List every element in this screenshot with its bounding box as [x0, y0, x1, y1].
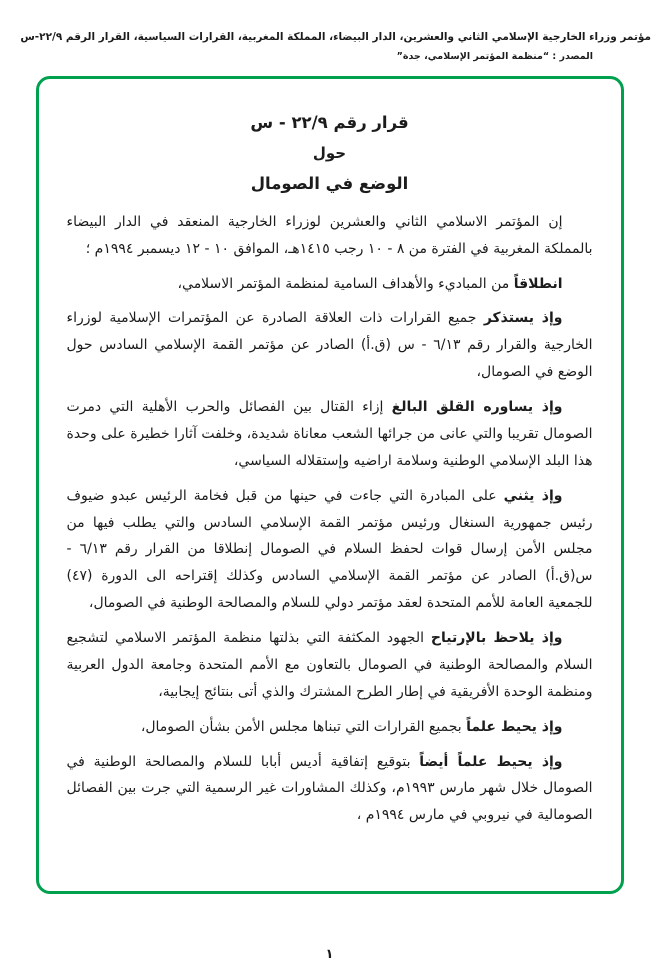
- paragraph-text: على المبادرة التي جاءت في حينها من قبل فخامة الرئيس عبدو ضيوف رئيس جمهورية السنغال ورئيس مؤتمر القمة الإسلامي السادس والتي يطلب فيها من مجلس الأمن إرسال قوات لحفظ السلام في الصومال إنطلاقا من القرار رقم ٦/١٣ - س(ق.أ) الصادر عن مؤتمر القمة الإسلامي السادس وكذلك إقتراحه الى الدورة (٤٧) للجمعية العامة للأمم المتحدة لعقد مؤتمر دولي للسلام والمصالحة الوطنية في الصومال،: [66, 487, 593, 612]
- paragraph-clause: [67, 305, 593, 386]
- resolution-subject-line: الوضع في الصومال: [250, 173, 409, 193]
- paragraph-lead: وإذ يثني: [503, 487, 563, 504]
- paragraph-text: بتوقيع إتفاقية أديس أبابا للسلام والمصالحة الوطنية في الصومال خلال شهر مارس ١٩٩٣م، وكذلك المشاورات غير الرسمية التي جرت بين الفصائل الصومالية في نيروبي في مارس ١٩٩٤م ،: [66, 753, 593, 824]
- paragraph-clause: [67, 394, 593, 475]
- paragraph-lead: وإذ يستذكر: [483, 310, 563, 327]
- paragraph-text: جميع القرارات ذات العلاقة الصادرة عن المؤتمرات الإسلامية لوزراء الخارجية والقرار رقم ٦/١٣ - س (ق.أ) الصادر عن مؤتمر القمة الإسلامي السادس حول الوضع في الصومال،: [66, 310, 593, 381]
- page-number: ١: [325, 947, 334, 962]
- paragraph-clause: [67, 483, 593, 617]
- paragraph-lead: انطلاقاً: [513, 275, 563, 292]
- paragraph-text: الجهود المكثفة التي بذلتها منظمة المؤتمر الاسلامي لتشجيع السلام والمصالحة الوطنية في الصومال بالتعاون مع الأمم المتحدة وجامعة الدول العربية ومنظمة الوحدة الأفريقية في إطار الطرح المشترك والذي أتى بنتائج إيجابية،: [66, 630, 593, 700]
- page-footer: [0, 947, 659, 962]
- resolution-number-line: قرار رقم ٢٢/٩ - س: [250, 112, 409, 132]
- paragraph-clause: [67, 714, 593, 741]
- paragraph-clause: [67, 749, 593, 830]
- paragraph-lead: وإذ يلاحظ بالإرتياح: [430, 630, 563, 646]
- paragraph-text: من المباديء والأهداف السامية لمنظمة المؤتمر الاسلامي،: [177, 275, 514, 292]
- paragraph-text: إزاء القتال بين الفصائل والحرب الأهلية التي دمرت الصومال تقريبا والتي عانى من جرائها الشعب معاناة شديدة، وخلفت آثارا خطيرة على وحدة هذا البلد الإسلامي الوطنية وسلامة اراضيه وإستقلاله السياسي،: [66, 399, 593, 469]
- resolution-body: [67, 209, 593, 829]
- paragraph-clause: [67, 271, 593, 298]
- paragraph-text: بجميع القرارات التي تبناها مجلس الأمن بشأن الصومال،: [140, 718, 467, 735]
- paragraph-preamble: [67, 209, 593, 263]
- paragraph-lead: وإذ يحيط علماً أيضاً: [419, 753, 563, 770]
- resolution-green-box: [36, 76, 624, 894]
- paragraph-text: إن المؤتمر الاسلامي الثاني والعشرين لوزراء الخارجية المنعقد في الدار البيضاء بالمملكة المغربية في الفترة من ٨ - ١٠ رجب ١٤١٥هـ، الموافق ١٠ - ١٢ ديسمبر ١٩٩٤م ؛: [66, 213, 593, 257]
- paragraph-clause: [67, 625, 593, 706]
- header-source: المصدر : “منظمة المؤتمر الإسلامي، جدة”: [396, 50, 593, 62]
- paragraph-lead: وإذ يحيط علماً: [466, 718, 563, 735]
- paragraph-lead: وإذ يساوره القلق البالغ: [391, 399, 563, 415]
- header-citation: مؤتمر وزراء الخارجية الإسلامي الثاني والعشرين، الدار البيضاء، المملكة المغربية، القرارات السياسية، القرار الرقم ٢٢/٩-س: [20, 31, 651, 43]
- resolution-title-block: [67, 113, 593, 193]
- document-header: [0, 0, 659, 62]
- resolution-about-line: حول: [312, 143, 347, 162]
